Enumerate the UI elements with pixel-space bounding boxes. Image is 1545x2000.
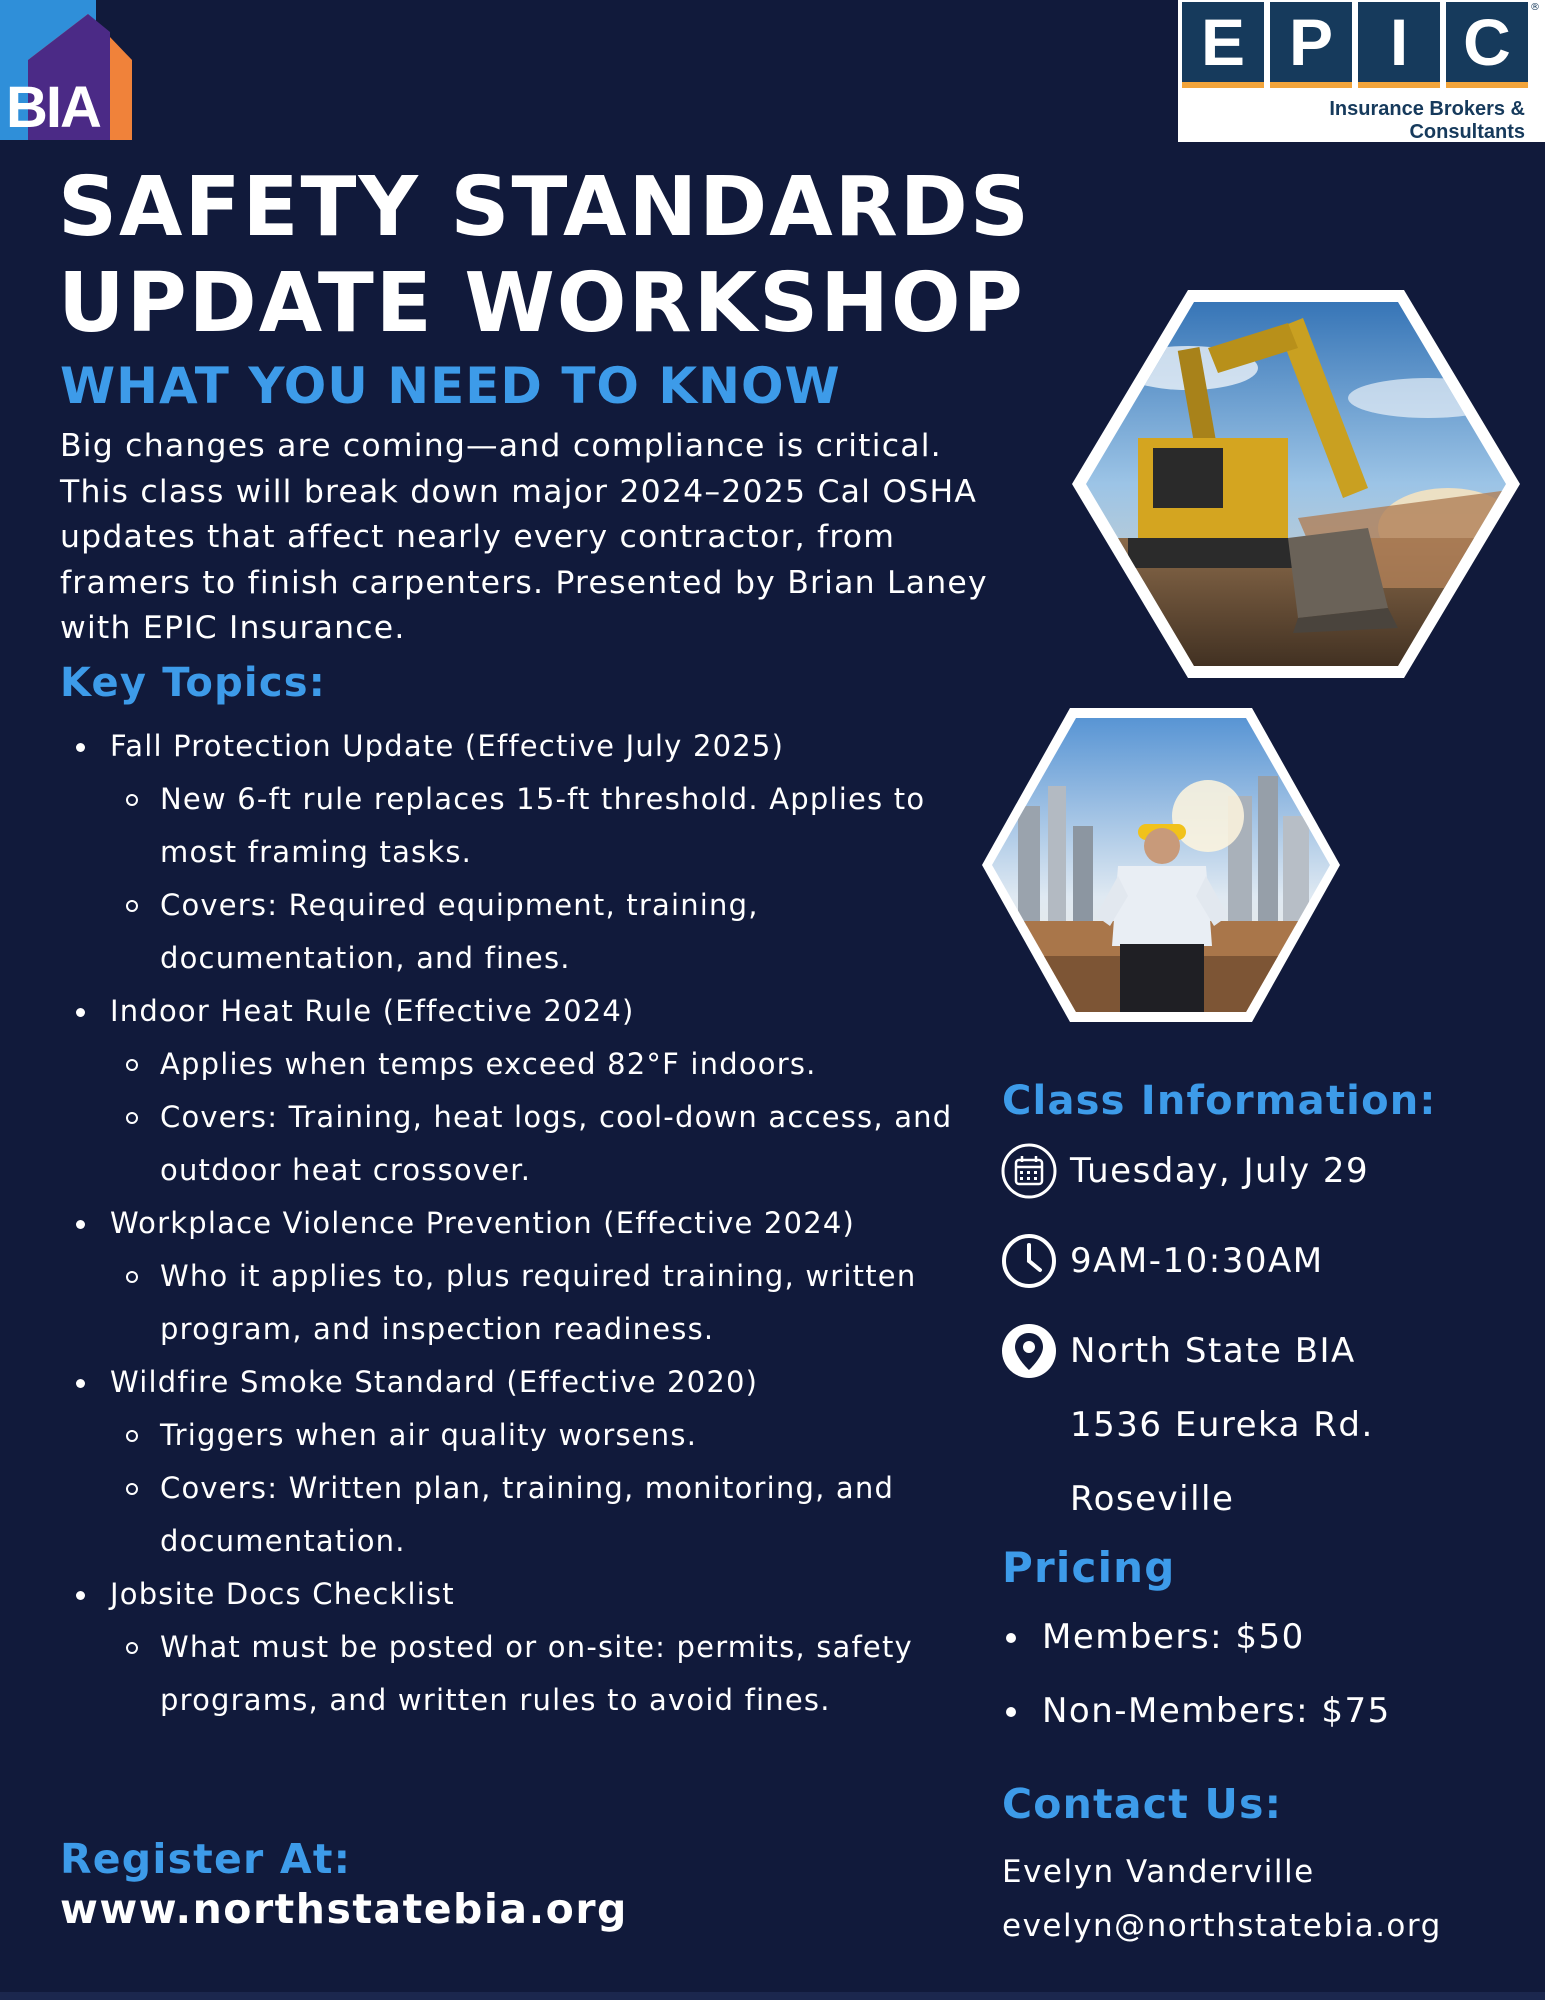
excavator-photo <box>1068 288 1524 680</box>
epic-tagline-line1: Insurance Brokers & <box>1329 98 1525 120</box>
topic-item: Jobsite Docs Checklist <box>72 1568 972 1621</box>
class-date: Tuesday, July 29 <box>1070 1151 1370 1191</box>
epic-letter-c: C <box>1446 2 1528 82</box>
subtopic-item: Applies when temps exceed 82°F indoors. <box>122 1038 972 1091</box>
subtopic-item: New 6-ft rule replaces 15-ft threshold. Applies to most framing tasks. <box>122 773 972 879</box>
topic-item: Fall Protection Update (Effective July 2025) <box>72 720 972 773</box>
location-line2: 1536 Eureka Rd. <box>1070 1405 1374 1445</box>
subtopic-item: Covers: Written plan, training, monitoring, and documentation. <box>122 1462 972 1568</box>
key-topics-heading: Key Topics: <box>60 660 326 706</box>
class-location-row <box>1000 1322 1374 1536</box>
epic-tagline-line2: Consultants <box>1409 121 1525 143</box>
bottom-border <box>0 1992 1545 2000</box>
location-line1: North State BIA <box>1070 1331 1356 1371</box>
contact-email-link[interactable]: evelyn@northstatebia.org <box>1002 1908 1442 1944</box>
contact-name: Evelyn Vanderville <box>1002 1854 1315 1890</box>
subtopic-item: Covers: Training, heat logs, cool-down access, and outdoor heat crossover. <box>122 1091 972 1197</box>
location-pin-icon <box>1000 1322 1058 1380</box>
epic-logo <box>1178 0 1545 142</box>
epic-tagline <box>1329 98 1525 144</box>
class-info-heading: Class Information: <box>1002 1078 1437 1124</box>
class-date-row <box>1000 1142 1369 1208</box>
subtopic-item: Who it applies to, plus required training, written program, and inspection readiness. <box>122 1250 972 1356</box>
price-members: Members: $50 <box>1002 1600 1522 1674</box>
contact-heading: Contact Us: <box>1002 1780 1283 1828</box>
pricing-list <box>1002 1600 1522 1748</box>
class-time: 9AM-10:30AM <box>1070 1241 1324 1281</box>
topic-item: Wildfire Smoke Standard (Effective 2020) <box>72 1356 972 1409</box>
subtopic-item: Covers: Required equipment, training, documentation, and fines. <box>122 879 972 985</box>
bia-logo-text: BIA <box>6 75 100 140</box>
intro-paragraph: Big changes are coming—and compliance is critical. This class will break down major 2024–2025 Cal OSHA updates that affect nearly every contractor, from framers to finish carpenters. Presented by Brian Laney with EPIC Insurance. <box>60 428 988 646</box>
workshop-title: SAFETY STANDARDS UPDATE WORKSHOP <box>58 160 1031 351</box>
epic-letters <box>1182 2 1528 82</box>
registered-mark: ® <box>1530 2 1540 13</box>
subtopic-item: What must be posted or on-site: permits, safety programs, and written rules to avoid fines. <box>122 1621 972 1727</box>
calendar-icon <box>1000 1142 1058 1200</box>
epic-letter-p: P <box>1270 2 1352 82</box>
class-time-row <box>1000 1232 1324 1298</box>
worker-photo <box>978 706 1344 1024</box>
location-line3: Roseville <box>1070 1479 1235 1519</box>
register-url-link[interactable]: www.northstatebia.org <box>60 1885 628 1933</box>
topic-item: Workplace Violence Prevention (Effective 2024) <box>72 1197 972 1250</box>
key-topics-list <box>72 720 972 1727</box>
epic-letter-e: E <box>1182 2 1264 82</box>
clock-icon <box>1000 1232 1058 1290</box>
epic-letter-i: I <box>1358 2 1440 82</box>
price-non-members: Non-Members: $75 <box>1002 1674 1522 1748</box>
subtopic-item: Triggers when air quality worsens. <box>122 1409 972 1462</box>
pricing-heading: Pricing <box>1002 1543 1176 1592</box>
register-heading: Register At: <box>60 1835 352 1883</box>
topic-item: Indoor Heat Rule (Effective 2024) <box>72 985 972 1038</box>
workshop-subtitle: WHAT YOU NEED TO KNOW <box>60 357 841 415</box>
class-location <box>1070 1314 1374 1536</box>
